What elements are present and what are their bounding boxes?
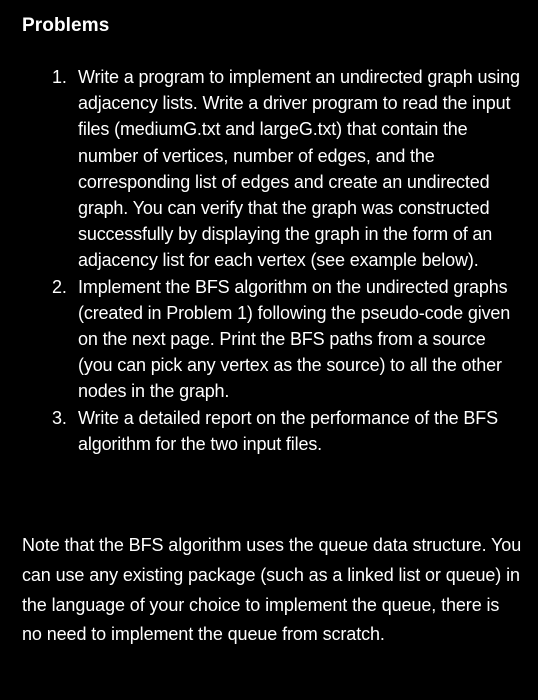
problem-number: 1. xyxy=(52,67,67,87)
problem-text: Implement the BFS algorithm on the undirected graphs (created in Problem 1) following the pseudo-code given on the next page. Print the BFS paths from a source (you can pick any vertex as the source) to all the other nodes in the graph. xyxy=(78,276,511,402)
problem-number: 3. xyxy=(52,407,67,428)
problem-item-3 xyxy=(0,405,538,457)
problem-list xyxy=(0,64,538,457)
problem-item-1 xyxy=(0,64,538,274)
problem-number: 2. xyxy=(52,276,67,297)
problem-text: Write a program to implement an undirected graph using adjacency lists. Write a driver program to read the input files (mediumG.txt and largeG.txt) that contain the number of vertices, number of edges, and the corresponding list of edges and create an undirected graph. You can verify that the graph was constructed successfully by displaying the graph in the form of an adjacency list for each vertex (see example below). xyxy=(78,67,520,271)
section-heading: Problems xyxy=(22,15,110,36)
problem-text: Write a detailed report on the performance of the BFS algorithm for the two input files. xyxy=(78,407,498,454)
problem-item-2 xyxy=(0,274,538,405)
note-paragraph: Note that the BFS algorithm uses the queue data structure. You can use any existing package (such as a linked list or queue) in the language of your choice to implement the queue, there is no need to implement the queue from scratch. xyxy=(22,535,522,645)
